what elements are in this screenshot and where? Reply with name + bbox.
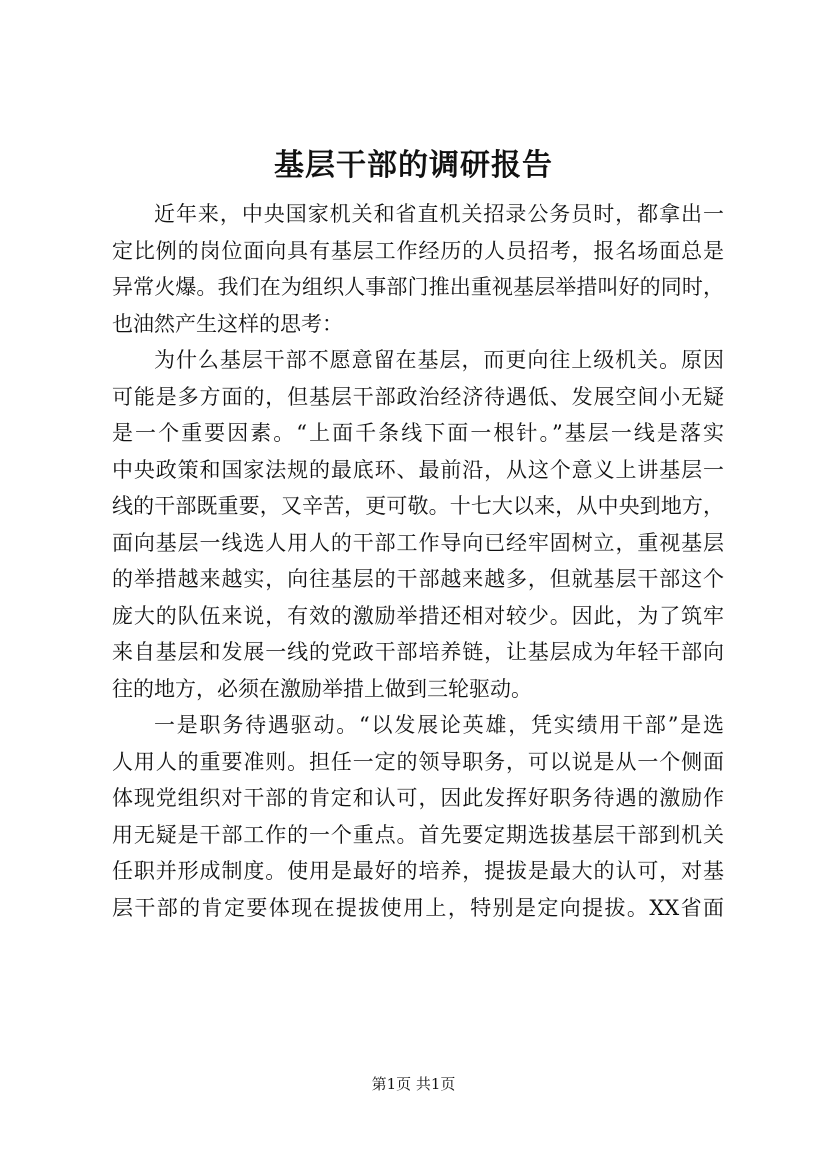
text-line: 中央政策和国家法规的最底环、最前沿，从这个意义上讲基层一 [112,457,724,482]
text-line: 为什么基层干部不愿意留在基层，而更向往上级机关。原因 [154,348,724,372]
text-line: 面向基层一线选人用人的干部工作导向已经牢固树立，重视基层 [112,530,724,555]
text-line: 人用人的重要准则。担任一定的领导职务，可以说是从一个侧面 [112,749,724,774]
text-line: 来自基层和发展一线的党政干部培养链，让基层成为年轻干部向 [112,640,724,664]
document-body [112,196,724,926]
text-line: 庞大的队伍来说，有效的激励举措还相对较少。因此，为了筑牢 [112,603,724,628]
text-line: 层干部的肯定要体现在提拔使用上，特别是定向提拔。XX省面 [112,895,724,920]
text-line: 定比例的岗位面向具有基层工作经历的人员招考，报名场面总是 [112,238,724,263]
text-line: 任职并形成制度。使用是最好的培养，提拔是最大的认可，对基 [112,859,724,883]
text-line: 可能是多方面的，但基层干部政治经济待遇低、发展空间小无疑 [112,384,724,409]
text-line: 用无疑是干部工作的一个重点。首先要定期选拔基层干部到机关 [112,822,724,847]
document-title: 基层干部的调研报告 [274,148,553,183]
text-line: 异常火爆。我们在为组织人事部门推出重视基层举措叫好的同时， [112,275,724,299]
text-line: 是一个重要因素。“上面千条线下面一根针。”基层一线是落实 [112,421,724,445]
text-line: 一是职务待遇驱动。“以发展论英雄，凭实绩用干部”是选 [154,713,724,737]
page-footer: 第1页 共1页 [371,1075,456,1093]
text-line: 的举措越来越实，向往基层的干部越来越多，但就基层干部这个 [112,567,724,591]
text-line: 往的地方，必须在激励举措上做到三轮驱动。 [112,676,532,701]
text-line: 体现党组织对干部的肯定和认可，因此发挥好职务待遇的激励作 [112,786,724,810]
text-line: 近年来，中央国家机关和省直机关招录公务员时，都拿出一 [154,202,724,226]
text-line: 线的干部既重要，又辛苦，更可敬。十七大以来，从中央到地方， [112,494,724,518]
text-line: 也油然产生这样的思考： [112,311,343,336]
